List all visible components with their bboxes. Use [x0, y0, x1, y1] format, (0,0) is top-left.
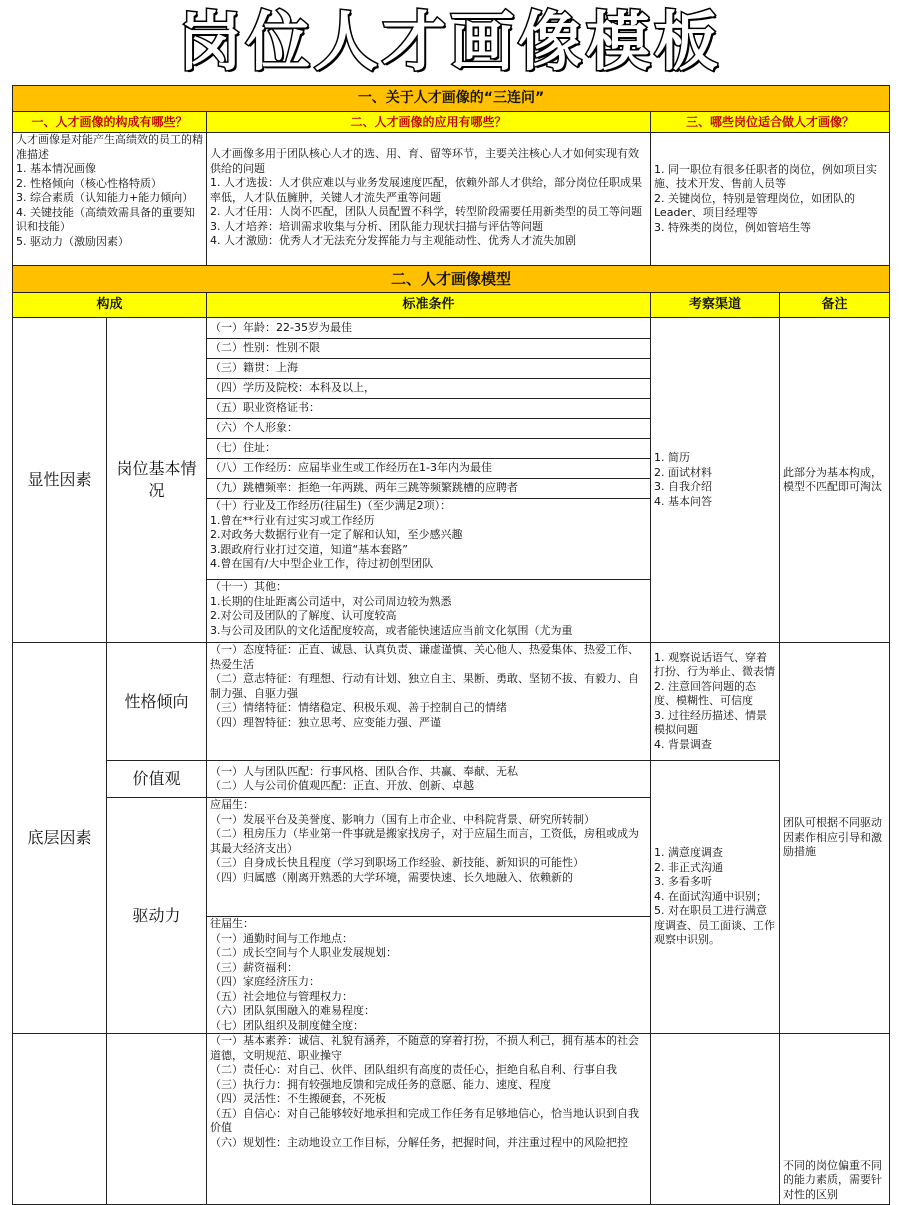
channel-line: 1. 满意度调查: [654, 846, 723, 860]
criteria-quality: [207, 1034, 651, 1205]
answer-2: [207, 133, 651, 266]
criteria-line: （二）成长空间与个人职业发展规划：: [210, 946, 397, 959]
note-underlying: 团队可根据不同驱动因素作相应引导和激励措施: [780, 643, 890, 1034]
sub-basic-info: 岗位基本情况: [107, 318, 207, 643]
criteria-item: （九）跳槽频率：拒绝一年两跳、两年三跳等频繁跳槽的应聘者: [207, 479, 651, 499]
answer-1-line: 5. 驱动力（激励因素）: [16, 234, 129, 248]
title-area: [0, 0, 900, 85]
channel-drive: [651, 761, 780, 1034]
channel-explicit: [651, 318, 780, 643]
channel-line: 4. 基本问答: [654, 494, 712, 508]
section2-heading: 二、人才画像模型: [13, 266, 890, 293]
criteria-line: 1.曾在**行业有过实习或工作经历: [210, 513, 375, 527]
channel-line: 2. 面试材料: [654, 465, 712, 479]
answer-3-line: 2. 关键岗位，特别是管理岗位，如团队的Leader、项目经理等: [654, 191, 855, 220]
sub-personality: 性格倾向: [107, 643, 207, 761]
criteria-item: （二）性别：性别不限: [207, 339, 651, 359]
criteria-line: （三）自身成长快且程度（学习到职场工作经验、新技能、新知识的可能性）: [210, 856, 584, 869]
criteria-line: （五）自信心：对自己能够较好地承担和完成工作任务有足够地信心，恰当地认识到自我价值: [210, 1106, 639, 1134]
channel-line: 3. 多看多听: [654, 875, 712, 889]
header-channel: 考察渠道: [651, 293, 780, 318]
answer-1: [13, 133, 207, 266]
channel-line: 2. 注意回答问题的态度、模糊性、可信度: [654, 679, 756, 708]
criteria-item: （六）个人形象：: [207, 419, 651, 439]
criteria-item-11: [207, 580, 651, 643]
factor-underlying: 底层因素: [13, 643, 107, 1034]
criteria-line: （一）基本素养：诚信、礼貌有涵养，不随意的穿着打扮，不损人利己，拥有基本的社会道德，文明规范、职业操守: [210, 1034, 639, 1062]
criteria-line: （三）执行力：拥有较强地反馈和完成任务的意愿、能力、速度、程度: [210, 1077, 551, 1091]
criteria-item: （四）学历及院校：本科及以上，: [207, 379, 651, 399]
channel-quality: [651, 1034, 780, 1205]
criteria-item: （三）籍贯：上海: [207, 359, 651, 379]
criteria-line: （一）人与团队匹配：行事风格、团队合作、共赢、奉献、无私: [210, 764, 518, 778]
question-3: 三、哪些岗位适合做人才画像？: [651, 112, 890, 133]
criteria-line: （二）人与公司价值观匹配：正直、开放、创新、卓越: [210, 779, 474, 792]
criteria-line: （三）情绪特征：情绪稳定、积极乐观、善于控制自己的情绪: [210, 701, 507, 714]
criteria-line: （二）意志特征：有理想、行动有计划、独立自主、果断、勇敢、坚韧不拔、有毅力、自制力强、自驱力强: [210, 672, 639, 700]
channel-line: 4. 背景调查: [654, 737, 712, 751]
sub-drive: 驱动力: [107, 798, 207, 1034]
note-explicit: 此部分为基本构成，模型不匹配即可淘汰: [780, 318, 890, 643]
factor-quality: [13, 1034, 107, 1205]
answer-1-line: 3. 综合素质（认知能力+能力倾向）: [16, 191, 194, 204]
criteria-line: 1.长期的住址距离公司适中，对公司周边较为熟悉: [210, 594, 452, 608]
channel-line: 1. 简历: [654, 451, 690, 464]
criteria-line: （二）责任心：对自己、伙伴、团队组织有高度的责任心，拒绝自私自利、行事自我: [210, 1063, 617, 1076]
answer-2-line: 1. 人才选拔：人才供应难以与业务发展速度匹配，依赖外部人才供给，部分岗位任职成果率低，人才队伍臃肿，关键人才流失严重等问题: [210, 176, 642, 204]
note-quality: 不同的岗位偏重不同的能力素质，需要针对性的区别: [780, 1034, 890, 1205]
page-title: 岗位人才画像模板: [178, 5, 722, 80]
answer-1-line: 2. 性格倾向（核心性格特质）: [16, 176, 162, 190]
channel-line: 4. 在面试沟通中识别；: [654, 889, 767, 903]
criteria-personality: [207, 643, 651, 761]
factor-explicit: 显性因素: [13, 318, 107, 643]
criteria-line: （六）规划性：主动地设立工作目标，分解任务，把握时间，并注重过程中的风险把控: [210, 1135, 628, 1149]
answer-1-line: 4. 关键技能（高绩效需具备的重要知识和技能）: [16, 205, 195, 233]
criteria-drive-former: [207, 917, 651, 1034]
criteria-drive-fresh: [207, 798, 651, 917]
criteria-item: （七）住址：: [207, 439, 651, 459]
criteria-line: （十一）其他：: [210, 580, 287, 593]
criteria-line: （二）租房压力（毕业第一件事就是搬家找房子，对于应届生而言，工资低，房租或成为其最大经济支出）: [210, 827, 639, 855]
answer-2-line: 2. 人才任用：人岗不匹配，团队人员配置不科学，转型阶段需要任用新类型的员工等问题: [210, 205, 642, 218]
criteria-line: （六）团队氛围融入的难易程度：: [210, 1004, 375, 1017]
criteria-line: 2.对公司及团队的了解度、认可度较高: [210, 609, 397, 622]
criteria-line: （四）归属感（刚离开熟悉的大学环境，需要快速、长久地融入、依赖新的: [210, 870, 573, 884]
channel-personality: [651, 643, 780, 761]
answer-2-line: 人才画像多用于团队核心人才的选、用、育、留等环节，主要关注核心人才如何实现有效供给的问题: [210, 147, 639, 175]
criteria-line: 往届生：: [210, 917, 254, 930]
criteria-line: （三）薪资福利：: [210, 960, 298, 974]
channel-line: 2. 非正式沟通: [654, 860, 723, 874]
channel-line: 1. 观察说话语气、穿着打扮、行为举止、微表情: [654, 650, 775, 679]
criteria-line: 4.曾在国有/大中型企业工作，待过初创型团队: [210, 557, 434, 570]
criteria-line: （七）团队组织及制度健全度：: [210, 1018, 364, 1032]
channel-line: 5. 对在职员工进行满意度调查、员工面谈、工作观察中识别。: [654, 904, 775, 947]
criteria-line: （十）行业及工作经历(往届生)（至少满足2项）：: [210, 499, 452, 512]
answer-1-line: 人才画像是对能产生高绩效的员工的精准描述: [16, 133, 203, 161]
criteria-item: （八）工作经历：应届毕业生或工作经历在1-3年内为最佳: [207, 459, 651, 479]
talent-table: [12, 85, 890, 1205]
criteria-item: （一）年龄：22-35岁为最佳: [207, 318, 651, 339]
criteria-line: 应届生：: [210, 798, 254, 811]
section1-heading: 一、关于人才画像的“三连问”: [13, 86, 890, 112]
header-composition: 构成: [13, 293, 207, 318]
criteria-line: （四）理智特征：独立思考、应变能力强、严谨: [210, 715, 441, 729]
criteria-line: （一）态度特征：正直、诚恳、认真负责、谦虚谨慎、关心他人、热爱集体、热爱工作、热爱生活: [210, 643, 639, 671]
criteria-line: （四）灵活性：不生搬硬套，不死板: [210, 1092, 386, 1105]
header-criteria: 标准条件: [207, 293, 651, 318]
answer-1-line: 1. 基本情况画像: [16, 162, 96, 175]
criteria-item-10: [207, 499, 651, 580]
question-2: 二、人才画像的应用有哪些？: [207, 112, 651, 133]
header-note: 备注: [780, 293, 890, 318]
criteria-line: 3.跟政府行业打过交道，知道“基本套路”: [210, 542, 408, 556]
question-1: 一、人才画像的构成有哪些？: [13, 112, 207, 133]
sub-values: 价值观: [107, 761, 207, 798]
criteria-line: 3.与公司及团队的文化适配度较高，或者能快速适应当前文化氛围（尤为重: [210, 623, 573, 637]
criteria-line: （一）发展平台及美誉度、影响力（国有上市企业、中科院背景、研究所转制）: [210, 812, 595, 826]
criteria-values: [207, 761, 651, 798]
answer-2-line: 3. 人才培养：培训需求收集与分析、团队能力现状扫描与评估等问题: [210, 219, 543, 233]
answer-3-line: 3. 特殊类的岗位，例如管培生等: [654, 220, 811, 234]
answer-3-line: 1. 同一职位有很多任职者的岗位，例如项目实施、技术开发、售前人员等: [654, 162, 877, 191]
channel-line: 3. 自我介绍: [654, 480, 712, 493]
criteria-line: 2.对政务大数据行业有一定了解和认知，至少感兴趣: [210, 528, 463, 541]
answer-3: [651, 133, 890, 266]
criteria-line: （四）家庭经济压力：: [210, 975, 320, 988]
criteria-item: （五）职业资格证书：: [207, 399, 651, 419]
criteria-line: （五）社会地位与管理权力：: [210, 989, 353, 1003]
answer-2-line: 4. 人才激励：优秀人才无法充分发挥能力与主观能动性、优秀人才流失加剧: [210, 234, 576, 247]
sub-quality: [107, 1034, 207, 1205]
criteria-line: （一）通勤时间与工作地点：: [210, 931, 353, 945]
channel-line: 3. 过往经历描述、情景模拟问题: [654, 708, 767, 737]
